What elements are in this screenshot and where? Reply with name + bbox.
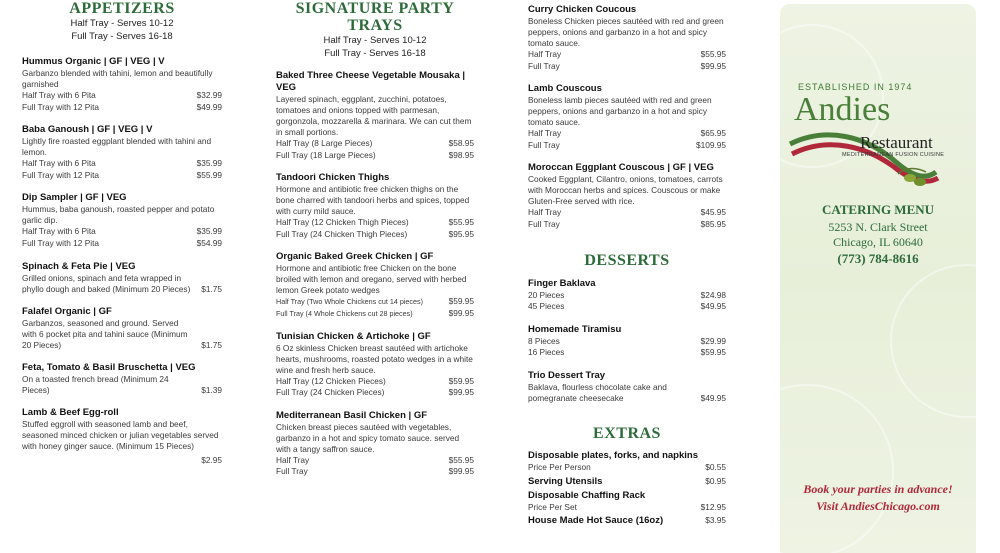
price-value: $2.95: [201, 454, 222, 465]
price-row: [528, 219, 726, 231]
price-value: $49.95: [700, 301, 726, 312]
price-value: $1.75: [201, 339, 222, 350]
item-name: Baked Three Cheese Vegetable Mousaka | VEG: [276, 70, 466, 93]
price-value: $49.99: [196, 101, 222, 112]
appetizers-title: APPETIZERS: [69, 0, 175, 17]
price-row: [276, 466, 474, 478]
item-name: Feta, Tomato & Basil Bruschetta | VEG: [22, 361, 196, 373]
price-row: [22, 170, 222, 182]
price-label: 8 Pieces: [528, 335, 560, 346]
item-description: Grilled onions, spinach and feta wrapped in phyllo dough and baked (Minimum 20 Pieces): [22, 272, 191, 294]
decorative-swirl: [890, 264, 976, 418]
menu-item-greek-chicken: [276, 251, 474, 319]
signature-title-line1: SIGNATURE PARTY: [295, 0, 455, 17]
price-row: [276, 387, 474, 399]
item-description: Cooked Eggplant, Cilantro, onions, tomatoes, carrots with Moroccan herbs and spices. Couscous or make Gluten-Free served with rice.: [528, 174, 723, 207]
price-value: $98.95: [448, 149, 474, 160]
price-label: Full Tray (24 Chicken Thigh Pieces): [276, 228, 408, 239]
price-row: [276, 376, 474, 388]
item-description: Stuffed eggroll with seasoned lamb and beef, seasoned minced chicken or julian vegetables served with honey ginger sauce. (Minimum 15 Pieces): [22, 418, 219, 451]
extras-title: EXTRAS: [593, 424, 661, 442]
item-description: Layered spinach, eggplant, zucchini, potatoes, tomatoes and onions topped with parmesan, gorgonzola, mozzarella & marinara. We can cut them in small portions.: [276, 94, 472, 137]
price-label: Full Tray (24 Chicken Pieces): [276, 387, 385, 398]
item-name: Baba Ganoush | GF | VEG | V: [22, 124, 153, 136]
price-label: Half Tray: [276, 454, 310, 465]
catering-menu-heading: CATERING MENU: [821, 202, 935, 217]
item-name: Organic Baked Greek Chicken | GF: [276, 251, 434, 263]
item-description: 6 Oz skinless Chicken breast sautéed with artichoke hearts, mushrooms, roasted potato wedges in a white wine and fresh herb sauce.: [276, 342, 473, 375]
item-description: Garbanzo blended with tahini, lemon and beautifully garnished: [22, 68, 213, 89]
price-row: [276, 217, 474, 229]
item-name: Tandoori Chicken Thighs: [276, 172, 390, 184]
menu-item-tiramisu: [528, 324, 726, 359]
signature-half-tray-note: Half Tray - Serves 10-12: [323, 35, 427, 46]
price-value: $55.95: [448, 217, 474, 228]
item-name: Falafel Organic | GF: [22, 305, 112, 317]
price-value: $59.95: [700, 347, 726, 358]
price-row: [528, 301, 726, 313]
price-row: [276, 138, 474, 150]
price-label: Full Tray with 12 Pita: [22, 169, 100, 180]
price-row: [528, 61, 726, 73]
price-row: [528, 462, 726, 474]
price-row: [22, 226, 222, 238]
price-label: Full Tray (4 Whole Chickens cut 28 pieces): [276, 308, 413, 318]
price-label: 20 Pieces: [528, 289, 565, 300]
price-row: [528, 476, 726, 488]
book-parties-text: Book your parties in advance!: [803, 482, 953, 496]
price-value: $85.95: [700, 218, 726, 229]
item-description: Chicken breast pieces sautéed with vegetables, garbanzo in a hot and spicy tomato sauce. served with a tangy saffron sauce.: [276, 421, 460, 454]
item-name: Lamb Couscous: [528, 83, 602, 95]
desc-price-block: [22, 374, 222, 396]
price-value: $35.99: [196, 226, 222, 237]
price-label: Full Tray with 12 Pita: [22, 237, 100, 248]
item-name: House Made Hot Sauce (16oz): [528, 515, 664, 527]
item-description: Boneless lamb pieces sautéed with red and green peppers, onions and garbanzo in a hot and spicy tomato sauce.: [528, 95, 712, 128]
logo-restaurant-text: Restaurant: [860, 133, 933, 152]
price-value: $24.98: [700, 289, 726, 300]
address-line1: 5253 N. Clark Street: [828, 220, 928, 234]
item-description: Boneless Chicken pieces sautéed with red and green peppers, onions and garbanzo in a hot and spicy tomato sauce.: [528, 16, 724, 48]
price-value: $65.95: [700, 128, 726, 139]
price-row: [528, 336, 726, 348]
item-description: Hormone and antibiotic free Chicken on the bone broiled with lemon and oregano, served with herbed lemon Greek potato wedges: [276, 263, 467, 296]
desc-price-block: [22, 273, 222, 295]
price-label: Full Tray (18 Large Pieces): [276, 149, 376, 160]
item-name: Spinach & Feta Pie | VEG: [22, 260, 136, 272]
price-value: $3.95: [705, 515, 726, 526]
price-label: Half Tray with 6 Pita: [22, 226, 96, 237]
price-row: [22, 90, 222, 102]
price-value: $0.95: [705, 475, 726, 486]
price-value: $99.95: [700, 60, 726, 71]
logo-wordmark: Andies: [794, 91, 891, 128]
price-label: 45 Pieces: [528, 301, 565, 312]
price-value: $49.95: [700, 392, 726, 403]
price-label: Half Tray: [528, 49, 562, 59]
price-label: Half Tray with 6 Pita: [22, 90, 96, 100]
desc-price-block: [528, 382, 726, 404]
price-value: $109.95: [696, 139, 726, 150]
price-row: [528, 502, 726, 514]
price-label: Half Tray (8 Large Pieces): [276, 138, 373, 148]
extra-chaffing-rack: [528, 490, 726, 514]
price-label: Full Tray: [528, 60, 560, 71]
price-value: $59.95: [448, 375, 474, 386]
address-line2: Chicago, IL 60640: [833, 235, 923, 249]
price-row: [528, 515, 726, 527]
price-value: $1.75: [201, 283, 222, 294]
price-row: [528, 290, 726, 302]
signature-trays-column: [276, 0, 474, 478]
item-name: Trio Dessert Tray: [528, 369, 606, 381]
item-name: Disposable Chaffing Rack: [528, 489, 646, 501]
menu-item-bruschetta: [22, 362, 222, 396]
price-value: $35.99: [196, 158, 222, 169]
price-row: [22, 238, 222, 250]
menu-item-mousaka: [276, 70, 474, 161]
item-description: Lightly fire roasted eggplant blended with tahini and lemon.: [22, 136, 212, 158]
signature-full-tray-note: Full Tray - Serves 16-18: [324, 48, 426, 59]
menu-item-lamb-couscous: [528, 83, 726, 151]
desserts-title: DESSERTS: [584, 251, 670, 269]
item-name: Finger Baklava: [528, 277, 596, 289]
price-value: $0.55: [705, 461, 726, 472]
price-label: Full Tray with 12 Pita: [22, 101, 100, 112]
price-label: Half Tray (12 Chicken Pieces): [276, 375, 386, 386]
couscous-desserts-extras-column: [528, 4, 726, 527]
item-description: Garbanzos, seasoned and ground. Served with 6 pocket pita and tahini sauce (Minimum 20 Pieces): [22, 317, 188, 350]
price-row: [528, 140, 726, 152]
price-value: $55.99: [196, 169, 222, 180]
price-label: Full Tray: [528, 139, 560, 150]
item-description: Hormone and antibiotic free chicken thighs on the bone charred with tandoori herbs and spices, topped with curry mild sauce.: [276, 184, 470, 217]
price-value: $1.39: [201, 384, 222, 395]
item-name: Serving Utensils: [528, 475, 603, 487]
catering-sidebar: [780, 4, 976, 553]
menu-item-finger-baklava: [528, 278, 726, 313]
price-value: $55.95: [448, 454, 474, 465]
price-label: Full Tray: [276, 466, 308, 477]
item-description: On a toasted french bread (Minimum 24 Pieces): [22, 373, 169, 395]
price-value: $99.95: [448, 307, 474, 318]
extra-serving-utensils: [528, 476, 726, 488]
decorative-swirl: [780, 384, 894, 553]
price-value: $45.95: [700, 207, 726, 218]
price-row: [528, 49, 726, 61]
price-value: $59.95: [448, 296, 474, 307]
price-row: [276, 455, 474, 467]
price-row: [22, 102, 222, 114]
price-value: $55.95: [700, 49, 726, 59]
price-value: $12.95: [700, 501, 726, 512]
appetizers-column: [22, 0, 222, 466]
website-link[interactable]: Visit AndiesChicago.com: [816, 499, 940, 513]
price-row: [276, 229, 474, 241]
price-value: $32.99: [196, 90, 222, 100]
price-label: Half Tray with 6 Pita: [22, 158, 96, 169]
price-row: [276, 150, 474, 162]
menu-item-trio-dessert: [528, 370, 726, 404]
extra-disposable-plates: [528, 450, 726, 474]
price-label: Half Tray: [528, 128, 562, 139]
price-row: [22, 158, 222, 170]
menu-item-dip-sampler: [22, 192, 222, 249]
price-label: Price Per Person: [528, 461, 591, 472]
appetizers-half-tray-note: Half Tray - Serves 10-12: [70, 18, 174, 29]
item-name: Homemade Tiramisu: [528, 323, 622, 335]
menu-item-tandoori-chicken: [276, 172, 474, 240]
price-value: $29.99: [700, 335, 726, 346]
extra-hot-sauce: [528, 515, 726, 527]
item-name: Disposable plates, forks, and napkins: [528, 449, 698, 461]
price-label: Half Tray: [528, 207, 562, 218]
price-row: [276, 296, 474, 308]
menu-item-moroccan-eggplant: [528, 162, 726, 230]
established-text: ESTABLISHED IN 1974: [798, 82, 913, 92]
item-name: Moroccan Eggplant Couscous | GF | VEG: [528, 162, 714, 174]
menu-item-falafel: [22, 306, 222, 351]
menu-item-basil-chicken: [276, 410, 474, 478]
price-row: [528, 128, 726, 140]
menu-item-hummus: [22, 56, 222, 113]
price-label: 16 Pieces: [528, 347, 565, 358]
price-row: [528, 347, 726, 359]
price-value: $95.95: [448, 228, 474, 239]
item-name: Dip Sampler | GF | VEG: [22, 192, 127, 204]
item-name: Lamb & Beef Egg-roll: [22, 406, 119, 418]
item-name: Curry Chicken Coucous: [528, 4, 637, 15]
phone-number[interactable]: (773) 784-8616: [837, 251, 919, 266]
appetizers-full-tray-note: Full Tray - Serves 16-18: [71, 31, 173, 42]
item-name: Tunisian Chicken & Artichoke | GF: [276, 330, 431, 342]
price-value: $54.99: [196, 237, 222, 248]
price-row: [276, 308, 474, 320]
item-description: Baklava, flourless chocolate cake and pomegranate cheesecake: [528, 381, 667, 403]
menu-item-spinach-feta-pie: [22, 261, 222, 295]
price-value: $99.95: [448, 387, 474, 398]
price-row: [528, 207, 726, 219]
menu-item-egg-roll: [22, 407, 222, 466]
price-label: Half Tray (Two Whole Chickens cut 14 pieces): [276, 297, 423, 307]
menu-item-tunisian-chicken: [276, 331, 474, 399]
price-label: Half Tray (12 Chicken Thigh Pieces): [276, 217, 409, 228]
price-value: $99.95: [448, 466, 474, 477]
price-label: Price Per Set: [528, 501, 577, 512]
menu-item-curry-chicken-couscous: [528, 4, 726, 72]
item-name: Mediterranean Basil Chicken | GF: [276, 409, 428, 421]
item-name: Hummus Organic | GF | VEG | V: [22, 56, 165, 67]
menu-item-baba-ganoush: [22, 124, 222, 181]
signature-title-line2: TRAYS: [347, 17, 403, 34]
desc-price-block: [22, 318, 222, 351]
price-label: Full Tray: [528, 218, 560, 229]
price-value: $58.95: [448, 138, 474, 148]
item-description: Hummus, baba ganoush, roasted pepper and potato garlic dip.: [22, 204, 215, 226]
logo-tagline: MEDITERRANEAN FUSION CUISINE: [842, 152, 945, 158]
